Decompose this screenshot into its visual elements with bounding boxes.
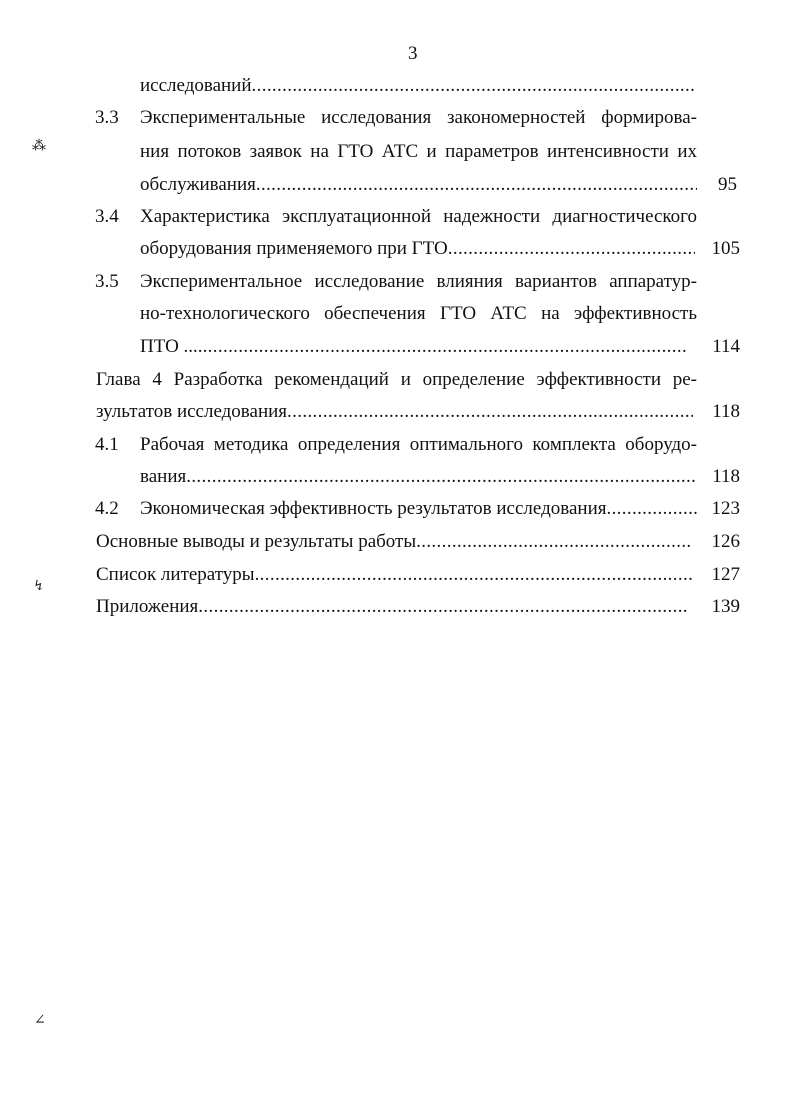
toc-entry-last-line <box>140 237 695 261</box>
toc-entry-page: 139 <box>711 596 740 617</box>
toc-entry-continuation <box>140 74 695 98</box>
toc-entry-text: Экономическая эффективность результатов исследования <box>140 498 607 519</box>
toc-entry-number: 3.5 <box>95 271 119 292</box>
toc-entry-text: но-технологического обеспечения ГТО АТС на эффективность <box>140 303 697 324</box>
leader-dots <box>255 563 693 587</box>
toc-entry-text: Экспериментальное исследование влияния вариантов аппаратур- <box>140 271 697 292</box>
toc-entry-text: обслуживания <box>140 174 256 195</box>
toc-entry-text: Приложения <box>96 596 199 617</box>
leader-dots <box>256 173 697 197</box>
toc-entry-text: Экспериментальные исследования закономерностей формирова- <box>140 107 697 128</box>
toc-entry-page: 126 <box>711 531 740 552</box>
toc-entry-line <box>96 563 693 587</box>
leader-dots <box>198 595 688 619</box>
scan-artifact: ⁂ <box>32 139 46 154</box>
leader-dots <box>203 335 688 359</box>
page-number: 3 <box>408 43 418 64</box>
toc-entry-line <box>96 530 691 554</box>
toc-entry-number: 3.4 <box>95 206 119 227</box>
toc-entry-text: ния потоков заявок на ГТО АТС и параметров интенсивности их <box>140 141 697 162</box>
toc-entry-last-line <box>140 173 697 197</box>
toc-chapter-text: Глава 4 Разработка рекомендаций и определение эффективности ре- <box>96 369 697 390</box>
toc-entry-text: Рабочая методика определения оптимального комплекта оборудо- <box>140 434 697 455</box>
toc-entry-page: 114 <box>712 336 740 357</box>
leader-dots <box>606 497 697 521</box>
toc-entry-line <box>96 595 688 619</box>
toc-entry-text: вания <box>140 466 187 487</box>
leader-dots <box>252 74 695 98</box>
leader-dots <box>448 237 695 261</box>
toc-entry-page: 95 <box>718 174 737 195</box>
toc-entry-number: 4.2 <box>95 498 119 519</box>
toc-entry-text: Список литературы <box>96 564 255 585</box>
toc-entry-line <box>140 497 697 521</box>
toc-entry-text: Характеристика эксплуатационной надежности диагностического <box>140 206 697 227</box>
toc-entry-text: Основные выводы и результаты работы <box>96 531 417 552</box>
toc-entry-last-line <box>140 335 688 359</box>
toc-entry-text: ПТО .... <box>140 336 203 357</box>
toc-entry-page: 123 <box>711 498 740 519</box>
toc-entry-page: 118 <box>712 401 740 422</box>
toc-entry-page: 105 <box>711 238 740 259</box>
leader-dots <box>416 530 691 554</box>
scan-artifact: ∠ <box>34 1013 46 1028</box>
leader-dots <box>186 465 697 489</box>
toc-entry-last-line <box>140 465 697 489</box>
toc-entry-page: 118 <box>712 466 740 487</box>
toc-entry-number: 3.3 <box>95 107 119 128</box>
scan-artifact: ↯ <box>33 579 45 594</box>
toc-entry-page: 127 <box>711 564 740 585</box>
toc-entry-text: зультатов исследования <box>96 401 288 422</box>
leader-dots <box>287 400 693 424</box>
toc-entry-text: оборудования применяемого при ГТО <box>140 238 448 259</box>
toc-entry-last-line <box>96 400 693 424</box>
toc-entry-number: 4.1 <box>95 434 119 455</box>
toc-entry-text: исследований <box>140 75 252 96</box>
